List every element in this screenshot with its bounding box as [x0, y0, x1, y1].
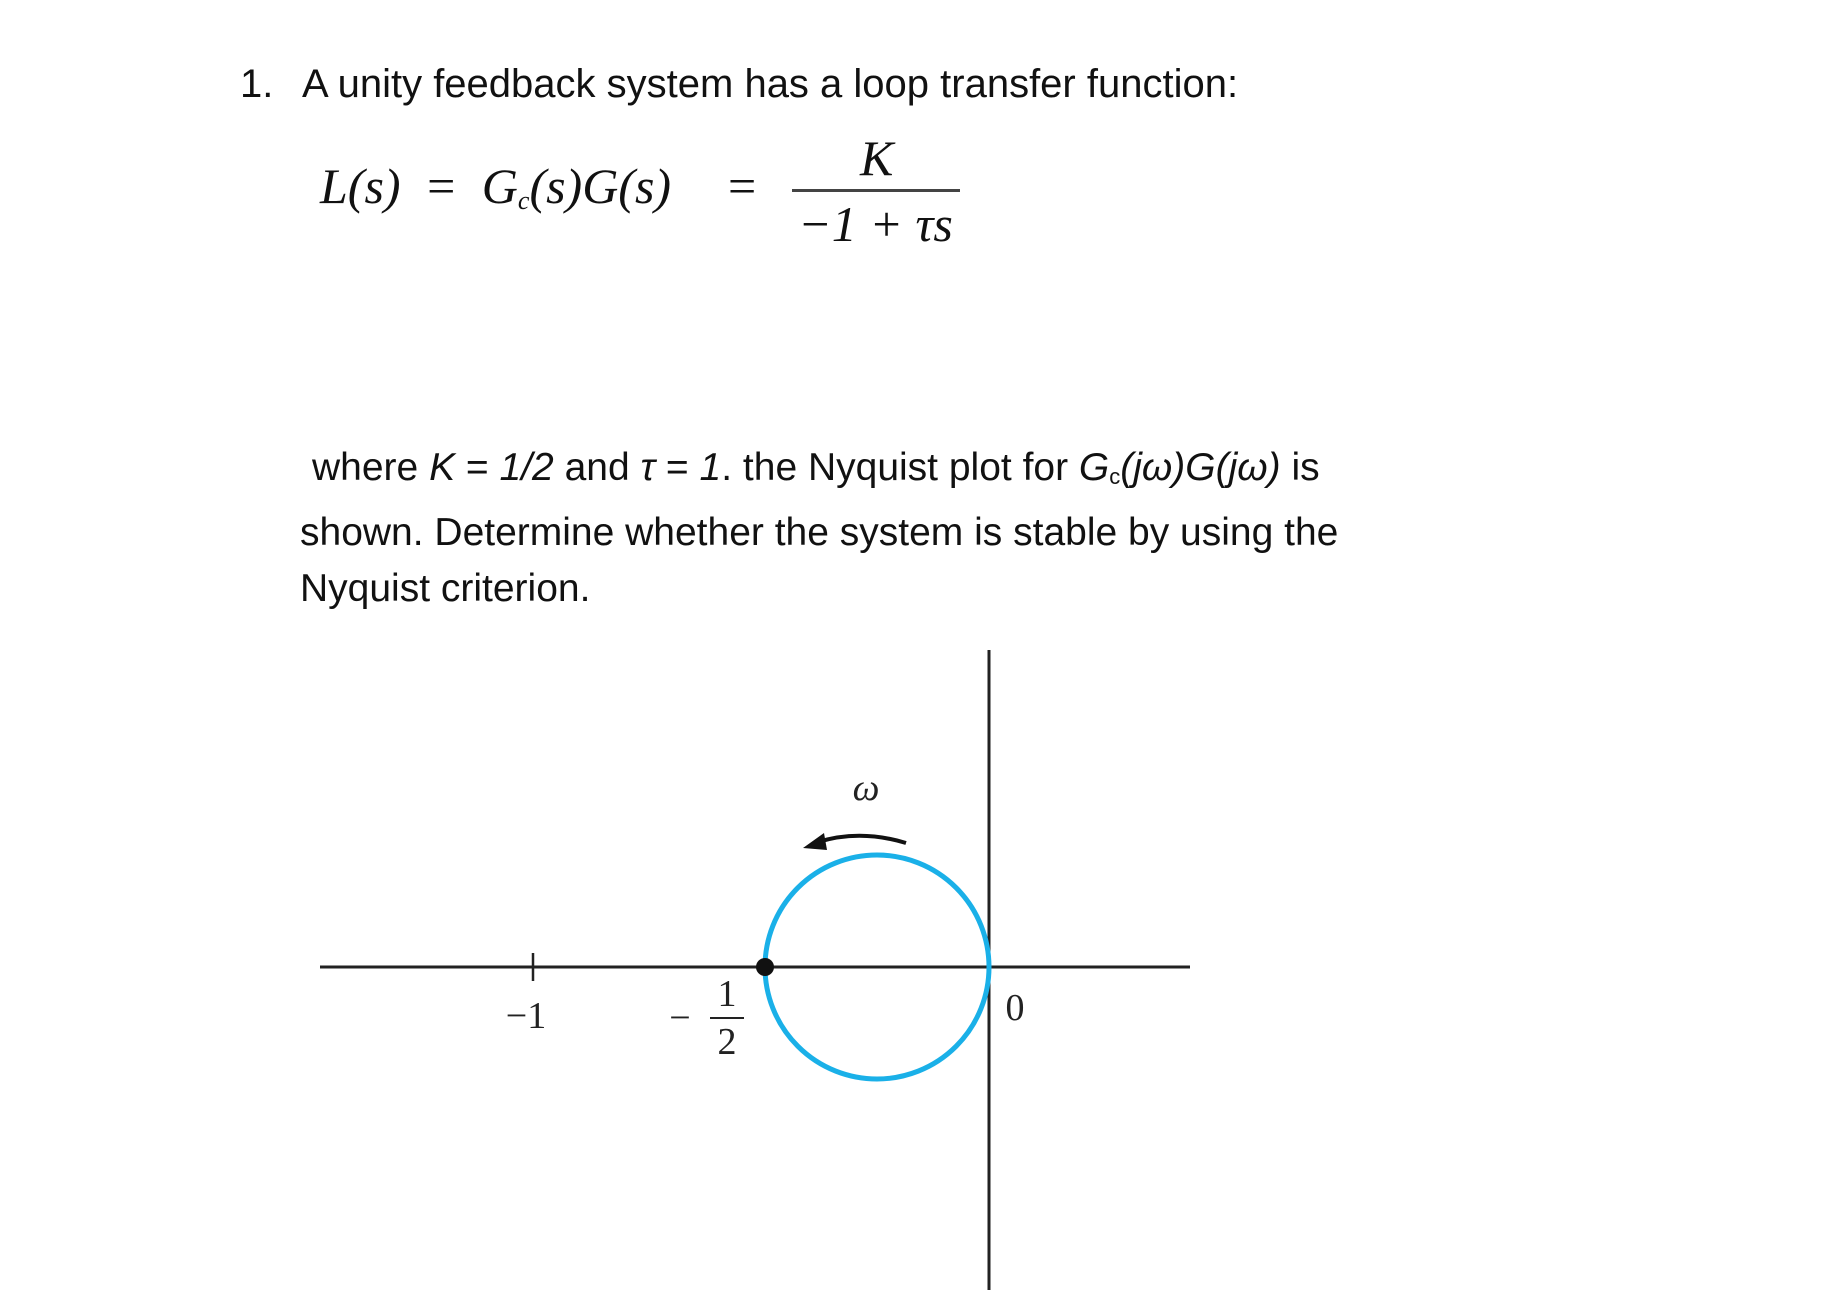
text-is: is [1280, 446, 1320, 489]
var-k: K [429, 446, 456, 489]
eq-equals-1: = [427, 158, 456, 214]
arrow-head-icon [803, 833, 827, 850]
point-minus-half [756, 958, 774, 976]
text-nyquist-for: . the Nyquist plot for [721, 446, 1079, 489]
description-line-2: shown. Determine whether the system is stable by using the [300, 511, 1339, 554]
val-tau: 1 [699, 446, 722, 489]
label-half-sign: − [669, 997, 691, 1039]
var-tau: τ [640, 446, 656, 489]
problem-heading [240, 60, 1238, 108]
val-k: 1/2 [499, 446, 554, 489]
description-line-1 [300, 440, 1480, 505]
g-subscript: c [1109, 464, 1121, 489]
eq-gc: G [481, 158, 518, 214]
omega-label: ω [852, 767, 880, 809]
label-half-numerator: 1 [717, 973, 737, 1015]
transfer-function-equation [320, 130, 1020, 260]
description-line-3: Nyquist criterion. [300, 567, 591, 610]
eq-gc-arg: (s)G(s) [529, 158, 672, 214]
eq-denominator: −1 + τs [798, 196, 953, 252]
label-half-denominator: 2 [717, 1021, 737, 1063]
problem-statement: A unity feedback system has a loop transfer function: [302, 62, 1239, 106]
text-eq-a: = [455, 446, 500, 489]
problem-number: 1. [240, 62, 274, 106]
g-letter: G [1078, 446, 1110, 489]
g-args: (jω)G(jω) [1120, 446, 1281, 489]
eq-numerator: K [860, 130, 894, 186]
eq-gc-subscript: c [517, 186, 530, 215]
text-where: where [312, 446, 430, 489]
fraction-bar [792, 189, 960, 192]
text-and: and [553, 446, 641, 489]
label-origin: 0 [1005, 987, 1025, 1029]
text-eq-b: = [655, 446, 700, 489]
eq-lhs: L(s) [320, 158, 401, 214]
eq-equals-2: = [728, 158, 757, 214]
nyquist-plot [300, 640, 1200, 1300]
problem-description [300, 440, 1480, 617]
direction-arrow-arc [818, 836, 906, 843]
label-minus-one: −1 [505, 995, 547, 1037]
